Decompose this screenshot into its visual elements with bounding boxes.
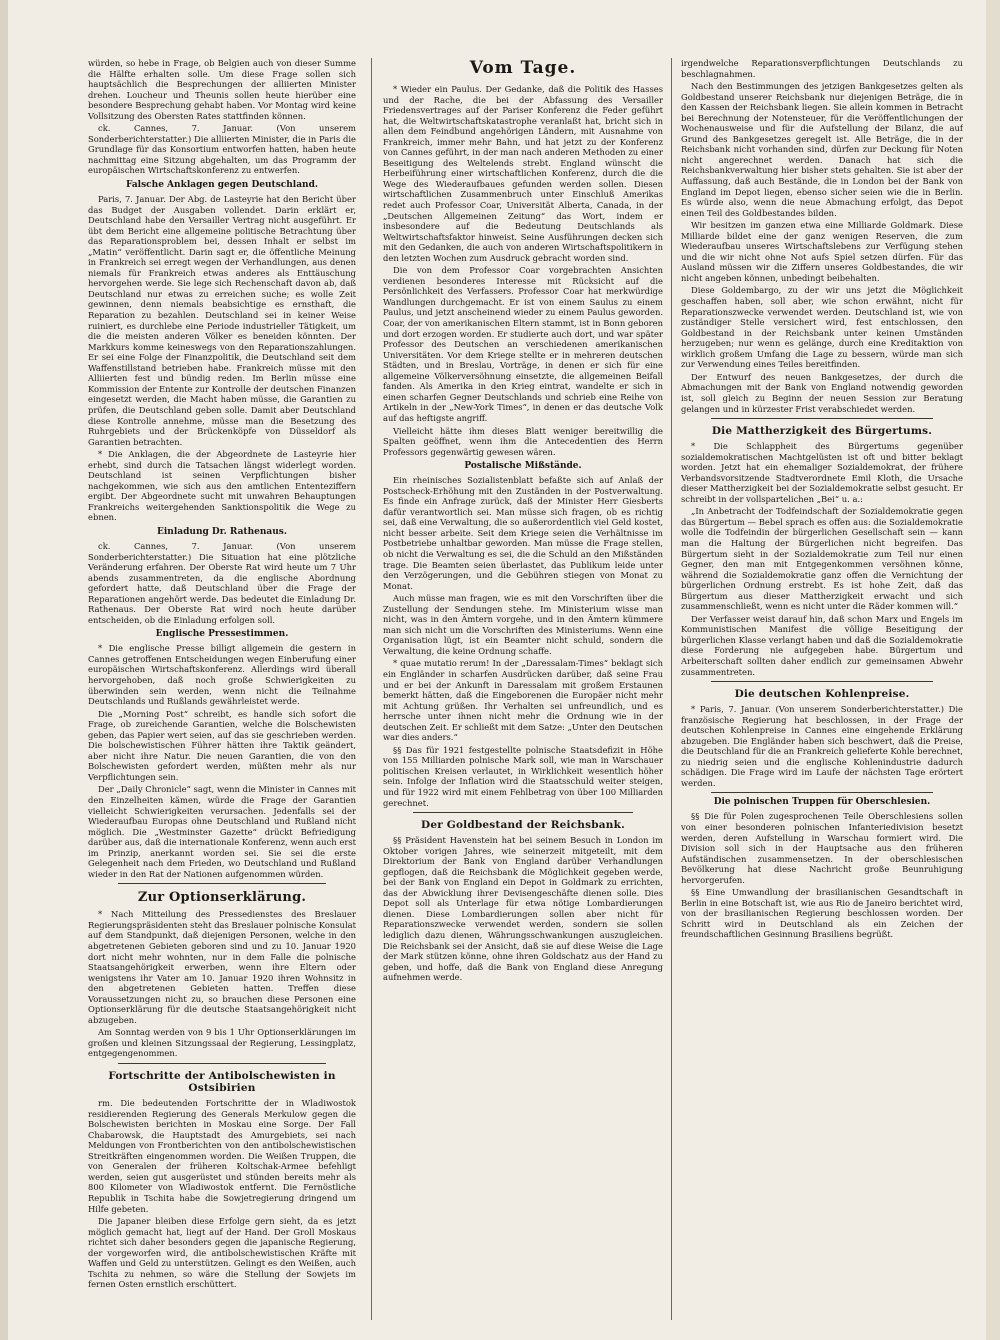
right-page-edge: [986, 0, 1000, 1340]
column-1: [88, 58, 356, 1320]
paragraph: * Die englische Presse billigt allgemein die gestern in Cannes getroffenen Entscheidungen wegen Einberufung einer europäischen Wirtschaftskonferenz. Allerdings wird überall hervorgehoben, daß noch große Schwierigkeiten zu überwinden sein werden, wenn nicht die Teilnahme Deutschlands und Rußlands gewährleistet werde.: [88, 643, 356, 707]
article-headline: Fortschritte der Antibolschewisten in Ostsibirien: [108, 1070, 336, 1095]
paragraph: Der „Daily Chronicle“ sagt, wenn die Minister in Cannes mit den Einzelheiten kämen, würde die Frage der Garantien vielleicht Schwierigkeiten verursachen. Jedenfalls sei der Wiederaufbau Europas ohne Deutschland und Rußland nicht möglich. Die „Westminster Gazette“ drückt Befriedigung darüber aus, daß die internationale Konferenz, wenn auch erst im Prinzip, anerkannt worden sei. Sie sei die erste Gelegenheit nach dem Frieden, wo Deutschland und Rußland wieder in den Rat der Nationen aufgenommen würden.: [88, 784, 356, 879]
column-2: [383, 58, 663, 1320]
paragraph: ck. Cannes, 7. Januar. (Von unserem Sonderberichterstatter.) Die alliierten Minister, die in Paris die Grundlage für das Konsortium entworfen hatten, haben heute nachmittag eine Sitzung abgehalten, um das Programm der europäischen Wirtschaftskonferenz zu entwerfen.: [88, 123, 356, 176]
section-heading: Die polnischen Truppen für Oberschlesien.: [713, 797, 931, 808]
paragraph: Diese Goldembargo, zu der wir uns jetzt die Möglichkeit geschaffen haben, soll aber, wie schon erwähnt, nicht für Reparationszwecke verwendet werden. Deutschland ist, wie von zuständiger Stelle versichert wird, fest entschlossen, den Goldbestand in der Reichsbank unter keinen Umständen herzugeben; nur wenn es gelänge, durch eine Kreditaktion von wirklich großem Umfang die Lage zu bessern, würde man sich zur Verwendung eines Teiles bereitfinden.: [681, 285, 963, 370]
paragraph: Auch müsse man fragen, wie es mit den Vorschriften über die Zustellung der Sendungen stehe. Im Ministerium wisse man nicht, was in den Ämtern vorgehe, und in den Ämtern kümmere man sich nicht um die Vorschriften des Ministeriums. Wenn eine Organisation lügt, ist ein Beamter nicht schuld, sondern die Verwaltung, die keine Ordnung schaffe.: [383, 593, 663, 656]
paragraph: * Die Anklagen, die der Abgeordnete de Lasteyrie hier erhebt, sind durch die Tatsachen längst widerlegt worden. Deutschland ist seinen Verpflichtungen bisher nachgekommen, wie sich aus den amtlichen Ententeziffern ergibt. Der Abgeordnete sucht mit unwahren Behauptungen Frankreichs weitergehenden Sanktionspolitik die Wege zu ebnen.: [88, 449, 356, 523]
paragraph: Die „Morning Post“ schreibt, es handle sich sofort die Frage, ob zureichende Garantien, welche die Bolschewisten geben, das Papier wert seien, auf das sie geschrieben werden. Die bolschewistischen Führer hätten ihre Taktik geändert, aber nicht ihre Natur. Die neuen Garantien, die von den Bolschewisten gefordert werden, müßten mehr als nur Verpflichtungen sein.: [88, 708, 356, 782]
column-rule-1: [371, 58, 372, 1320]
article-headline: Die deutschen Kohlenpreise.: [734, 688, 910, 701]
paragraph: rm. Die bedeutenden Fortschritte der in Wladiwostok residierenden Regierung des Generals Merkulow gegen die Bolschewisten berichten in Moskau eine Sorge. Der Fall Chabarowsk, die Hauptstadt des Amurgebiets, sei nach Meldungen von Frontberichten von den antibolschewistischen Streitkräften eingenommen worden. Die Weißen Truppen, die von Generalen der früheren Koltschak-Armee befehligt werden, seien gut ausgerüstet und stünden bereits mehr als 800 Kilometer von Wladiwostok entfernt. Die Fernöstliche Republik in Tschita habe die Sowjetregierung dringend um Hilfe gebeten.: [88, 1098, 356, 1214]
divider: [711, 792, 933, 793]
paragraph: Paris, 7. Januar. Der Abg. de Lasteyrie hat den Bericht über das Budget der Ausgaben vollendet. Darin erklärt er, Deutschland habe den Versailler Vertrag nicht ausgeführt. Er übt dem Bericht eine allgemeine politische Betrachtung über das Reparationsproblem bei, dessen Inhalt er selbst im „Matin“ veröffentlicht. Darin sagt er, die öffentliche Meinung in Frankreich sei erregt wegen der Verhandlungen, aus denen niemals für Frankreich etwas anderes als Enttäuschung hervorgehen werde. Sie lege sich Rechenschaft davon ab, daß Deutschland nur etwas zu erreichen suche; es wolle Zeit gewinnen, denn niemals beabsichtige es ernsthaft, die Reparation zu bezahlen. Deutschland sei in keiner Weise ruiniert, es durchlebe eine Periode industrieller Tätigkeit, um die die meisten anderen Völker es beneiden könnten. Der Markkurs komme keineswegs von den Reparationszahlungen. Er sei eine Folge der Finanzpolitik, die Deutschland seit dem Waffenstillstand betrieben habe. Frankreich müsse mit den Alliierten fest und bündig reden. Im Berlin müsse eine Kommission der Entente zur Kontrolle der deutschen Finanzen eingesetzt werden, die Macht haben müsse, die Garantien zu prüfen, die Deutschland geben solle. Damit aber Deutschland diese Kontrolle annehme, müsse man die Besetzung des Ruhrgebiets und der Brückenköpfe von Düsseldorf als Garantien betrachten.: [88, 194, 356, 447]
left-page-edge: [0, 0, 8, 1340]
article-headline: Zur Optionserklärung.: [137, 890, 307, 906]
section-heading: Postalische Mißstände.: [464, 461, 582, 472]
article-headline: Die Mattherzigkeit des Bürgertums.: [711, 425, 933, 438]
divider: [413, 812, 633, 813]
section-heading: Englische Pressestimmen.: [155, 629, 289, 640]
paragraph: „In Anbetracht der Todfeindschaft der Sozialdemokratie gegen das Bürgertum — Bebel sprach es offen aus: die Sozialdemokratie wolle die Todfeindin der bürgerlichen Gesellschaft sein — kann man die Haltung der Bürgerlichen nicht begreifen. Das Bürgertum sieht in der Sozialdemokratie zum Teil nur einen Gegner, den man mit Entgegenkommen versöhnen könne, während die Sozialdemokratie ganz offen die Vernichtung der bürgerlichen Ordnung erstrebt. Es ist hohe Zeit, daß das Bürgertum aus dieser Mattherzigkeit erwacht und sich zusammenschließt, wenn es nicht unter die Räder kommen will.“: [681, 506, 963, 612]
paragraph: Am Sonntag werden von 9 bis 1 Uhr Optionserklärungen im großen und kleinen Sitzungssaal der Regierung, Lessingplatz, entgegengenommen.: [88, 1027, 356, 1059]
paragraph: * Nach Mitteilung des Pressedienstes des Breslauer Regierungspräsidenten steht das Breslauer polnische Konsulat auf dem Standpunkt, daß diejenigen Personen, welche in den abgetretenen Gebieten geboren sind und zu 10. Januar 1920 dort nicht mehr wohnten, nur in dem Falle die polnische Staatsangehörigkeit erwerben, wenn ihre Eltern oder wenigstens ihr Vater am 10. Januar 1920 ihren Wohnsitz in den abgetretenen Gebieten hatten. Treffen diese Voraussetzungen nicht zu, so brauchen diese Personen eine Optionserklärung für die deutsche Staatsangehörigkeit nicht abzugeben.: [88, 909, 356, 1025]
paragraph: Der Entwurf des neuen Bankgesetzes, der durch die Abmachungen mit der Bank von England notwendig geworden ist, soll gleich zu Beginn der neuen Session zur Beratung gelangen und in kürzester Frist verabschiedet werden.: [681, 371, 963, 414]
divider: [118, 1063, 326, 1064]
paragraph: Der Verfasser weist darauf hin, daß schon Marx und Engels im Kommunistischen Manifest die völlige Beseitigung der bürgerlichen Klasse verlangt haben und daß die Sozialdemokratie diese Forderung nie aufgegeben habe. Bürgertum und Arbeiterschaft sollten daher endlich zur gemeinsamen Abwehr zusammentreten.: [681, 613, 963, 677]
section-heading: Einladung Dr. Rathenaus.: [157, 526, 287, 537]
divider: [711, 681, 933, 682]
section-masthead: Vom Tage.: [469, 58, 577, 78]
divider: [118, 883, 326, 884]
column-rule-2: [671, 58, 672, 1320]
paragraph: ck. Cannes, 7. Januar. (Von unserem Sonderberichterstatter.) Die Situation hat eine plötzliche Veränderung erfahren. Der Oberste Rat wird heute um 7 Uhr abends zusammentreten, da die englische Abordnung gefordert hatte, daß Deutschland über die Frage der Reparationen angehört werde. Das bedeutet die Einladung Dr. Rathenaus. Der Oberste Rat wird noch heute darüber entscheiden, ob die Einladung erfolgen soll.: [88, 540, 356, 625]
paragraph: Die Japaner bleiben diese Erfolge gern sieht, da es jetzt möglich gemacht hat, liegt auf der Hand. Der Groll Moskaus richtet sich daher besonders gegen die japanische Regierung, der vorgeworfen wird, die antibolschewistischen Kräfte mit Waffen und Geld zu unterstützen. Gelingt es den Weißen, auch Tschita zu nehmen, so wäre die Stellung der Sowjets im fernen Osten ernstlich erschüttert.: [88, 1216, 356, 1290]
paragraph: irgendwelche Reparationsverpflichtungen Deutschlands zu beschlagnahmen.: [681, 58, 963, 79]
paragraph: * Paris, 7. Januar. (Von unserem Sonderberichterstatter.) Die französische Regierung hat beschlossen, in der Frage der deutschen Kohlenpreise in Cannes eine eingehende Erklärung abzugeben. Die Engländer haben sich beschwert, daß die Preise, die Deutschland für die an Frankreich gelieferte Kohle berechnet, zu niedrig seien und die englische Kohlenindustrie dadurch schädigen. Die Frage wird im Laufe der nächsten Tage erörtert werden.: [681, 704, 963, 788]
column-3: [681, 58, 963, 1320]
paragraph: würden, so hebe in Frage, ob Belgien auch von dieser Summe die Hälfte erhalten solle. Um diese Frage sollen sich hauptsächlich die Besprechungen der alliierten Minister drehen. Loucheur und Theunis sollen heute hierüber eine besondere Besprechung gehabt haben. Vor Montag wird keine Vollsitzung des Obersten Rates stattfinden können.: [88, 58, 356, 121]
section-heading: Falsche Anklagen gegen Deutschland.: [125, 180, 319, 191]
paragraph: Wir besitzen im ganzen etwa eine Milliarde Goldmark. Diese Milliarde bildet eine der ganz wenigen Reserven, die zum Wiederaufbau unseres Wirtschaftslebens zur Verfügung stehen und die wir nicht ohne Not aufs Spiel setzen dürfen. Für das Ausland müssen wir die Ziffern unseres Goldbestandes, die wir nicht angeben können, unbedingt beibehalten.: [681, 220, 963, 283]
paragraph: §§ Eine Umwandlung der brasilianischen Gesandtschaft in Berlin in eine Botschaft ist, wie aus Rio de Janeiro berichtet wird, von der brasilianischen Regierung beschlossen worden. Der Schritt wird in Deutschland als ein Zeichen der freundschaftlichen Gesinnung Brasiliens begrüßt.: [681, 887, 963, 940]
paragraph: Die von dem Professor Coar vorgebrachten Ansichten verdienen besonderes Interesse mit Rücksicht auf die Persönlichkeit des Verfassers. Professor Coar hat merkwürdige Wandlungen durchgemacht. Er ist von einem Saulus zu einem Paulus, und jetzt anscheinend wieder zu einem Paulus geworden. Coar, der von amerikanischen Eltern stammt, ist in Bonn geboren und dort erzogen worden. Er studierte auch dort, und war später Professor des Deutschen an verschiedenen amerikanischen Universitäten. Vor dem Kriege stellte er in mehreren deutschen Städten, und in Breslau, Vorträge, in denen er sich für eine allgemeine Völkerversöhnung einsetzte, die allgemeinen Beifall fanden. Als Amerika in den Krieg eintrat, wandelte er sich in einen scharfen Gegner Deutschlands und schrieb eine Reihe von Artikeln in der „New-York Times“, in denen er das deutsche Volk auf das heftigste angriff.: [383, 265, 663, 423]
article-headline: Der Goldbestand der Reichsbank.: [421, 819, 625, 832]
paragraph: * Die Schlappheit des Bürgertums gegenüber sozialdemokratischen Machtgelüsten ist oft und bitter beklagt worden. Jetzt hat ein ehemaliger Sozialdemokrat, der frühere Verbandsvorsitzende Stadtverordnete Emil Kloth, die Ursache dieser Mattherzigkeit bei der Sozialdemokratie selbst gesucht. Er schreibt in der vollspartelichen „Bei“ u. a.:: [681, 441, 963, 504]
paragraph: Ein rheinisches Sozialistenblatt befaßte sich auf Anlaß der Postscheck-Erhöhung mit den Zuständen in der Postverwaltung. Es finde ein Anfrage zurück, daß der Minister Herr Giesberts dafür verantwortlich sei. Man müsse sich fragen, ob es richtig sei, daß eine Verwaltung, die so außerordentlich viel Geld kostet, nicht besser arbeite. Seit dem Kriege seien die Verhältnisse im Postbetriebe unhaltbar geworden. Man müsse die Frage stellen, ob nicht die Verwaltung es sei, die die Schuld an den Mißständen trage. Die Beamten seien überlastet, das Publikum leide unter den Verzögerungen, und die Gebühren stiegen von Monat zu Monat.: [383, 475, 663, 591]
paragraph: §§ Die für Polen zugesprochenen Teile Oberschlesiens sollen von einer besonderen polnischen Infanteriedivision besetzt werden, deren Aufstellung in Warschau formiert wird. Die Division soll sich in der Hauptsache aus den früheren Aufständischen zusammensetzen. In der oberschlesischen Bevölkerung hat diese Nachricht große Beunruhigung hervorgerufen.: [681, 811, 963, 885]
paragraph: §§ Das für 1921 festgestellte polnische Staatsdefizit in Höhe von 155 Milliarden polnische Mark soll, wie man in Warschauer politischen Kreisen verlautet, in Wirklichkeit wesentlich höher sein. Infolge der Inflation wird die Staatsschuld weiter steigen, und für 1922 wird mit einem Fehlbetrag von über 100 Milliarden gerechnet.: [383, 744, 663, 808]
divider: [711, 418, 933, 419]
paragraph: * Wieder ein Paulus. Der Gedanke, daß die Politik des Hasses und der Rache, die bei der Abfassung des Versailler Friedensvertrages auf der Pariser Konferenz die Feder geführt hat, die Weltwirtschaftskatastrophe veranlaßt hat, bricht sich in allen dem Feindbund angehörigen Ländern, mit Ausnahme von Frankreich, immer mehr Bahn, und hat jetzt zu der Konferenz von Cannes geführt, in der man nach anderen Methoden zu einer Beseitigung des Weltelends strebt. England wünscht die Herbeiführung einer wirtschaftlichen Konferenz, durch die die Wege des Wiederaufbaues gefunden werden sollen. Diesen wirtschaftlichen Zusammenbruch unter Einschluß Amerikas redet auch Professor Coar, Universität Alberta, Canada, in der „Deutschen Allgemeinen Zeitung“ das Wort, indem er insbesondere auf die Bedeutung Deutschlands als Weltwirtschaftsfaktor hinweist. Seine Ausführungen decken sich mit den Gedanken, die auch von anderen Wirtschaftspolitikern in den letzten Wochen zum Ausdruck gebracht worden sind.: [383, 84, 663, 263]
paragraph: Vielleicht hätte ihm dieses Blatt weniger bereitwillig die Spalten geöffnet, wenn ihm die Antecedentien des Herrn Professors gegenwärtig gewesen wären.: [383, 425, 663, 457]
paragraph: §§ Präsident Havenstein hat bei seinem Besuch in London im Oktober vorigen Jahres, wie seinerzeit mitgeteilt, mit dem Direktorium der Bank von England darüber Verhandlungen gepflogen, daß die Reichsbank die Möglichkeit gegeben werde, bei der Bank von England ein Depot in Goldmark zu errichten, das der Abwicklung ihrer Devisengeschäfte dienen solle. Dies Depot soll als Unterlage für etwa nötige Lombardierungen dienen. Diese Lombardierungen sollen aber nicht für Reparationszwecke verwendet werden, sondern sie sollen lediglich dazu dienen, Währungsschwankungen auszugleichen. Die Reichsbank sei der Ansicht, daß sie auf diese Weise die Lage der Mark stützen könne, ohne ihren Goldschatz aus der Hand zu geben, und hoffe, daß die Bank von England diese Anregung aufnehmen werde.: [383, 835, 663, 983]
paragraph: * quae mutatio rerum! In der „Daressalam-Times“ beklagt sich ein Engländer in scharfen Ausdrücken darüber, daß seine Frau und er bei der Ankunft in Daressalam mit großem Erstaunen bemerkt hätten, daß die Eingeborenen die Europäer nicht mehr mit Achtung grüßen. Ihr Verhalten sei unfreundlich, und es herrsche unter ihnen nicht mehr die Ordnung wie in der deutschen Zeit. Er schließt mit dem Satze: „Unter den Deutschen war dies anders.“: [383, 658, 663, 743]
paragraph: Nach den Bestimmungen des jetzigen Bankgesetzes gelten als Goldbestand unserer Reichsbank nur diejenigen Beträge, die in den Kassen der Reichsbank liegen. Sie allein kommen in Betracht bei Berechnung der Notensteuer, für die Veröffentlichungen der Wochenausweise und für die Aufstellung der Bilanz, die auf Grund des Bankgesetzes geregelt ist. Alle Beträge, die in der Reichsbank nicht vorhanden sind, dürfen zur Deckung für Noten nicht angerechnet werden. Danach hat sich die Reichsbankverwaltung hier bisher stets gehalten. Sie ist aber der Auffassung, daß auch Bestände, die in London bei der Bank von England im Depot liegen, ebenso sicher seien wie die in Berlin. Es würde also, wenn die neue Abmachung erfolgt, das Depot einen Teil des Goldbestandes bilden.: [681, 81, 963, 218]
